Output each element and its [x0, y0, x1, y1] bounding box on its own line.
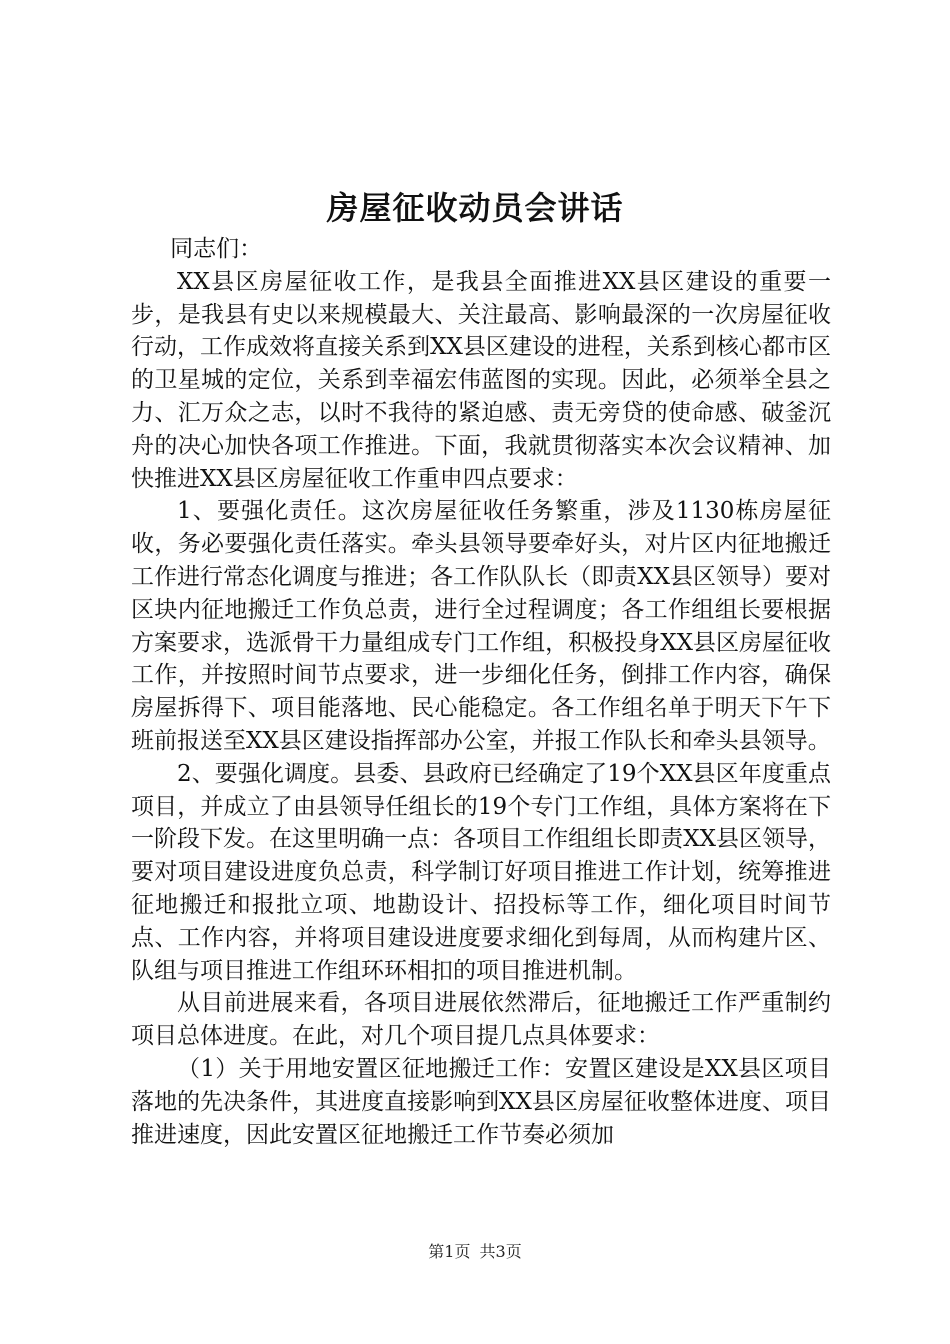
document-body: [131, 233, 831, 1151]
paragraph-responsibility: 1、要强化责任。这次房屋征收任务繁重，涉及1130栋房屋征收，务必要强化责任落实。牵头县领导要牵好头，对片区内征地搬迁工作进行常态化调度与推进；各工作队队长（即责XX县区领导）要对区块内征地搬迁工作负总责，进行全过程调度；各工作组组长要根据方案要求，选派骨干力量组成专门工作组，积极投身XX县区房屋征收工作，并按照时间节点要求，进一步细化任务，倒排工作内容，确保房屋拆得下、项目能落地、民心能稳定。各工作组名单于明天下午下班前报送至XX县区建设指挥部办公室，并报工作队长和牵头县领导。: [131, 498, 831, 754]
page-footer: [0, 1240, 950, 1264]
paragraph-resettlement: （1）关于用地安置区征地搬迁工作：安置区建设是XX县区项目落地的先决条件，其进度直接影响到XX县区房屋征收整体进度、项目推进速度，因此安置区征地搬迁工作节奏必须加: [131, 1055, 831, 1148]
document-title: 房屋征收动员会讲话: [326, 189, 624, 227]
page-number: 第1页: [428, 1242, 471, 1261]
paragraph-intro: XX县区房屋征收工作，是我县全面推进XX县区建设的重要一步，是我县有史以来规模最大、关注最高、影响最深的一次房屋征收行动，工作成效将直接关系到XX县区建设的进程，关系到核心都市区的卫星城的定位，关系到幸福宏伟蓝图的实现。因此，必须举全县之力、汇万众之志，以时不我待的紧迫感、责无旁贷的使命感、破釜沉舟的决心加快各项工作推进。下面，我就贯彻落实本次会议精神、加快推进XX县区房屋征收工作重申四点要求：: [131, 268, 831, 492]
paragraph-scheduling: 2、要强化调度。县委、县政府已经确定了19个XX县区年度重点项目，并成立了由县领导任组长的19个专门工作组，具体方案将在下一阶段下发。在这里明确一点：各项目工作组组长即责XX县区领导，要对项目建设进度负总责，科学制订好项目推进工作计划，统筹推进征地搬迁和报批立项、地勘设计、招投标等工作，细化项目时间节点、工作内容，并将项目建设进度要求细化到每周，从而构建片区、队组与项目推进工作组环环相扣的项目推进机制。: [131, 760, 831, 984]
paragraph-progress: 从目前进展来看，各项目进展依然滞后，征地搬迁工作严重制约项目总体进度。在此，对几个项目提几点具体要求：: [131, 990, 831, 1050]
salutation: 同志们：: [170, 236, 263, 262]
page-total: 共3页: [479, 1242, 522, 1261]
